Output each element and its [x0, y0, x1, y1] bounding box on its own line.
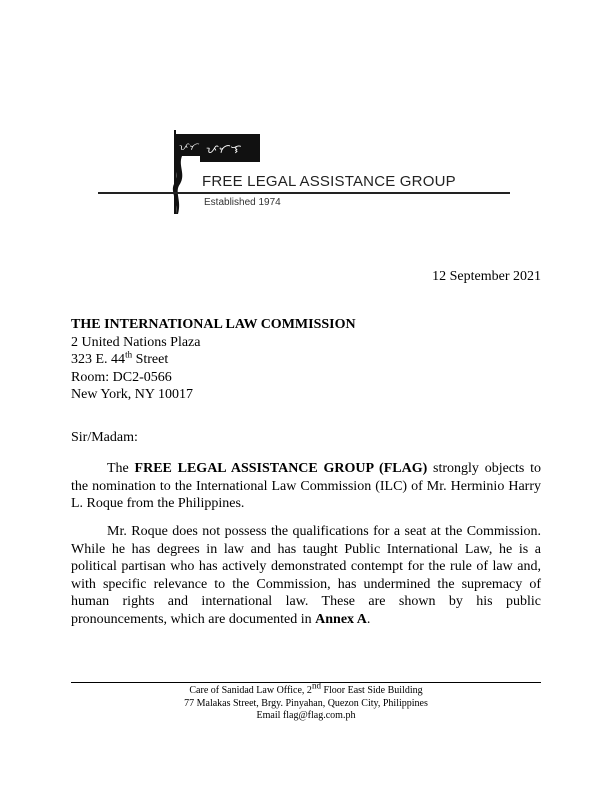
footer-line-1 — [71, 680, 541, 698]
organization-name: FREE LEGAL ASSISTANCE GROUP — [202, 173, 456, 190]
svg-text:ᜉᜆ: ᜉᜆ — [179, 142, 200, 153]
letter-date: 12 September 2021 — [432, 269, 541, 284]
logo-divider — [98, 192, 510, 194]
p2-end: . — [366, 611, 371, 627]
flag-script-text: ᜉᜆᜎ — [206, 142, 242, 156]
recipient-name: THE INTERNATIONAL LAW COMMISSION — [71, 317, 356, 332]
salutation: Sir/Madam: — [71, 430, 138, 445]
street-name: Street — [132, 352, 169, 368]
paragraph-1 — [71, 460, 541, 513]
street-number: 323 E. 44 — [71, 352, 126, 368]
annex-reference: Annex A — [315, 611, 367, 627]
address-street — [71, 351, 356, 369]
footer — [71, 680, 541, 723]
p2-text: Mr. Roque does not possess the qualifications for a seat at the Commission. While he has degrees in law and has taught Public International Law, he is a political partisan who has actively demonstrated contempt for the rule of law and, with specific relevance to the Commission, has undermined the supremacy of human rights and international law. These are shown by his public pronouncements, which are documented in — [71, 524, 541, 627]
flag-banner-icon — [200, 134, 260, 164]
street-suffix: th — [125, 349, 133, 360]
established-text: Established 1974 — [204, 197, 281, 208]
address-room: Room: DC2-0566 — [71, 369, 172, 385]
p1-start: The — [107, 461, 135, 476]
footer-line-1-end: Floor East Side Building — [320, 685, 423, 696]
footer-email: Email flag@flag.com.ph — [256, 710, 356, 721]
footer-line-2: 77 Malakas Street, Brgy. Pinyahan, Quezon City, Philippines — [184, 697, 428, 709]
footer-line-1-sup: nd — [311, 680, 321, 691]
recipient-address — [71, 316, 356, 404]
paragraph-2 — [71, 523, 541, 629]
footer-line-1-start: Care of Sanidad Law Office, 2 — [189, 685, 312, 696]
footer-divider — [71, 682, 541, 683]
p1-organization: FREE LEGAL ASSISTANCE GROUP (FLAG) — [134, 461, 428, 476]
p1-rest: strongly objects to the nomination to the International Law Commission (ILC) of Mr. Herminio Harry L. Roque from the Philippines. — [71, 461, 542, 512]
flag-logo-icon — [170, 126, 200, 216]
address-city: New York, NY 10017 — [71, 387, 193, 403]
address-line-1: 2 United Nations Plaza — [71, 334, 201, 350]
